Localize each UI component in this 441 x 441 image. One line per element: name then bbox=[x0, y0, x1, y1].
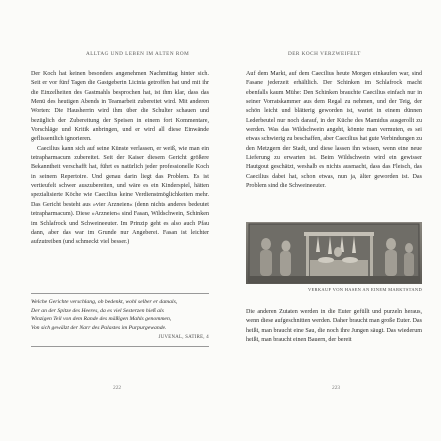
left-running-head: ALLTAG UND LEBEN IM ALTEN ROM bbox=[86, 51, 190, 57]
right-body-text-top bbox=[246, 70, 422, 191]
quote-line: Welche Gerichte verschlang, ob bedenkt, wohl selber er damals, bbox=[31, 299, 178, 305]
right-body-text-bottom bbox=[246, 308, 422, 345]
quote-lines bbox=[31, 298, 209, 332]
left-paragraph-2: Caecilius kann sich auf seine Künste verlassen, er weiß, wie man ein tetrapharmacum zubereitet. Seit der Kaiser diesem Gericht größere Bekanntheit verschafft hat, führt es natürlich jeder professionelle Koch in seinem Repertoire. Und genau darin liegt das Problem. Es ist vertieufelt schwer auszubereiten, und wäre es ein Kinderspiel, hätten spezialisierte Köche wie Caecilius keine Verdienstmöglichkeiten mehr. Das Gericht besteht aus »vier Arzneien« (denn nichts anderes bedeutet tetrapharmacum). Diese »Arzneien« sind Fasan, Wildschwein, Schinken im Schlafrock und Schweineeuter. Im Prinzip geht es also auch Pfau dann, aber das war im Grunde nur Angeberei. Fasan ist leichter aufzutreiben (und schmeckt viel besser.) bbox=[31, 145, 209, 246]
quote-attribution: JUVENAL, SATIRE, 4 bbox=[158, 335, 209, 341]
right-page bbox=[221, 0, 441, 441]
relief-illustration bbox=[246, 222, 422, 284]
quote-line: Winzigen Teil von dem Rande des mäßigen Mahls genommen, bbox=[31, 316, 172, 323]
left-body-text bbox=[31, 70, 209, 248]
right-paragraph-2: Die anderen Zutaten werden in die Euter gefüllt und purzeln heraus, wenn diese aufgeschnitten werden. Daher braucht man große Euter. Das heißt, man braucht eine Sau, die noch ihre Jungen säugt. Das wiederum heißt, man braucht einen Bauern, der bereit bbox=[246, 309, 422, 344]
left-page-number: 222 bbox=[113, 385, 122, 391]
right-page-number: 223 bbox=[332, 385, 341, 391]
left-paragraph-1: Der Koch hat keinen besonders angenehmen Nachmittag hinter sich. Seit er vor fünf Tagen die Gastgeberin Licinia getroffen hat und mit ihr die Einzelheiten des Gastmahls besprochen hat, ist ihm klar, dass das Menü des heutigen Abends in Teamarbeit zubereitet wird. Mit anderen Worten: Die Hausherrin wird ihm über die Schulter schauen und bezüglich der Zubereitung der Speisen in einem fort Kommentare, Vorschläge und Kritik anbringen, und er wird all diese Einwände geflissentlich ignorieren. bbox=[31, 71, 209, 143]
figure-caption: VERKAUF VON HASEN AN EINEM MARKTSTAND bbox=[307, 287, 422, 292]
right-running-head: DER KOCH VERZWEIFELT bbox=[288, 51, 361, 57]
quote-line: Von sich gewälzt der Narr des Palastes im Purpurgewande. bbox=[31, 324, 167, 331]
market-relief-image bbox=[246, 222, 422, 284]
quote-line: Der an der Spitze des Heeres, da es viel Sesterzen hieß als bbox=[31, 307, 164, 314]
right-paragraph-1: Auf dem Markt, auf dem Caecilius heute Morgen einkaufen war, sind Fasane jederzeit erhältlich. Der Schinken im Schlafrock macht ebenfalls kaum Mühe: Den Schinken brauchte Caecilius einfach nur in seiner Vorratskammer aus dem Regal zu nehmen, und der Teig, der schön leicht und blätterig geworden ist, wartet in einem dünnen Lederbeutel nur noch darauf, in der Küche des Mamidus ausgerollt zu werden. Was das Wildschwein angeht, könnte man vermuten, es sei etwas schwierig zu beschaffen, aber Caecilius hat gute Verbindungen zu den Metzgern der Stadt, und diese lassen ihn wissen, wenn eine neue Lieferung zu erwarten ist. Beim Wildschwein wird ein gewisser Hautgout geschätzt, weshalb es nichts ausmacht, dass das Fleisch, das Caecilius dabei hat, schon etwas, nun ja, älter geworden ist. Das Problem sind die Schweineeuter. bbox=[246, 71, 422, 190]
epigraph-quote bbox=[31, 293, 209, 347]
